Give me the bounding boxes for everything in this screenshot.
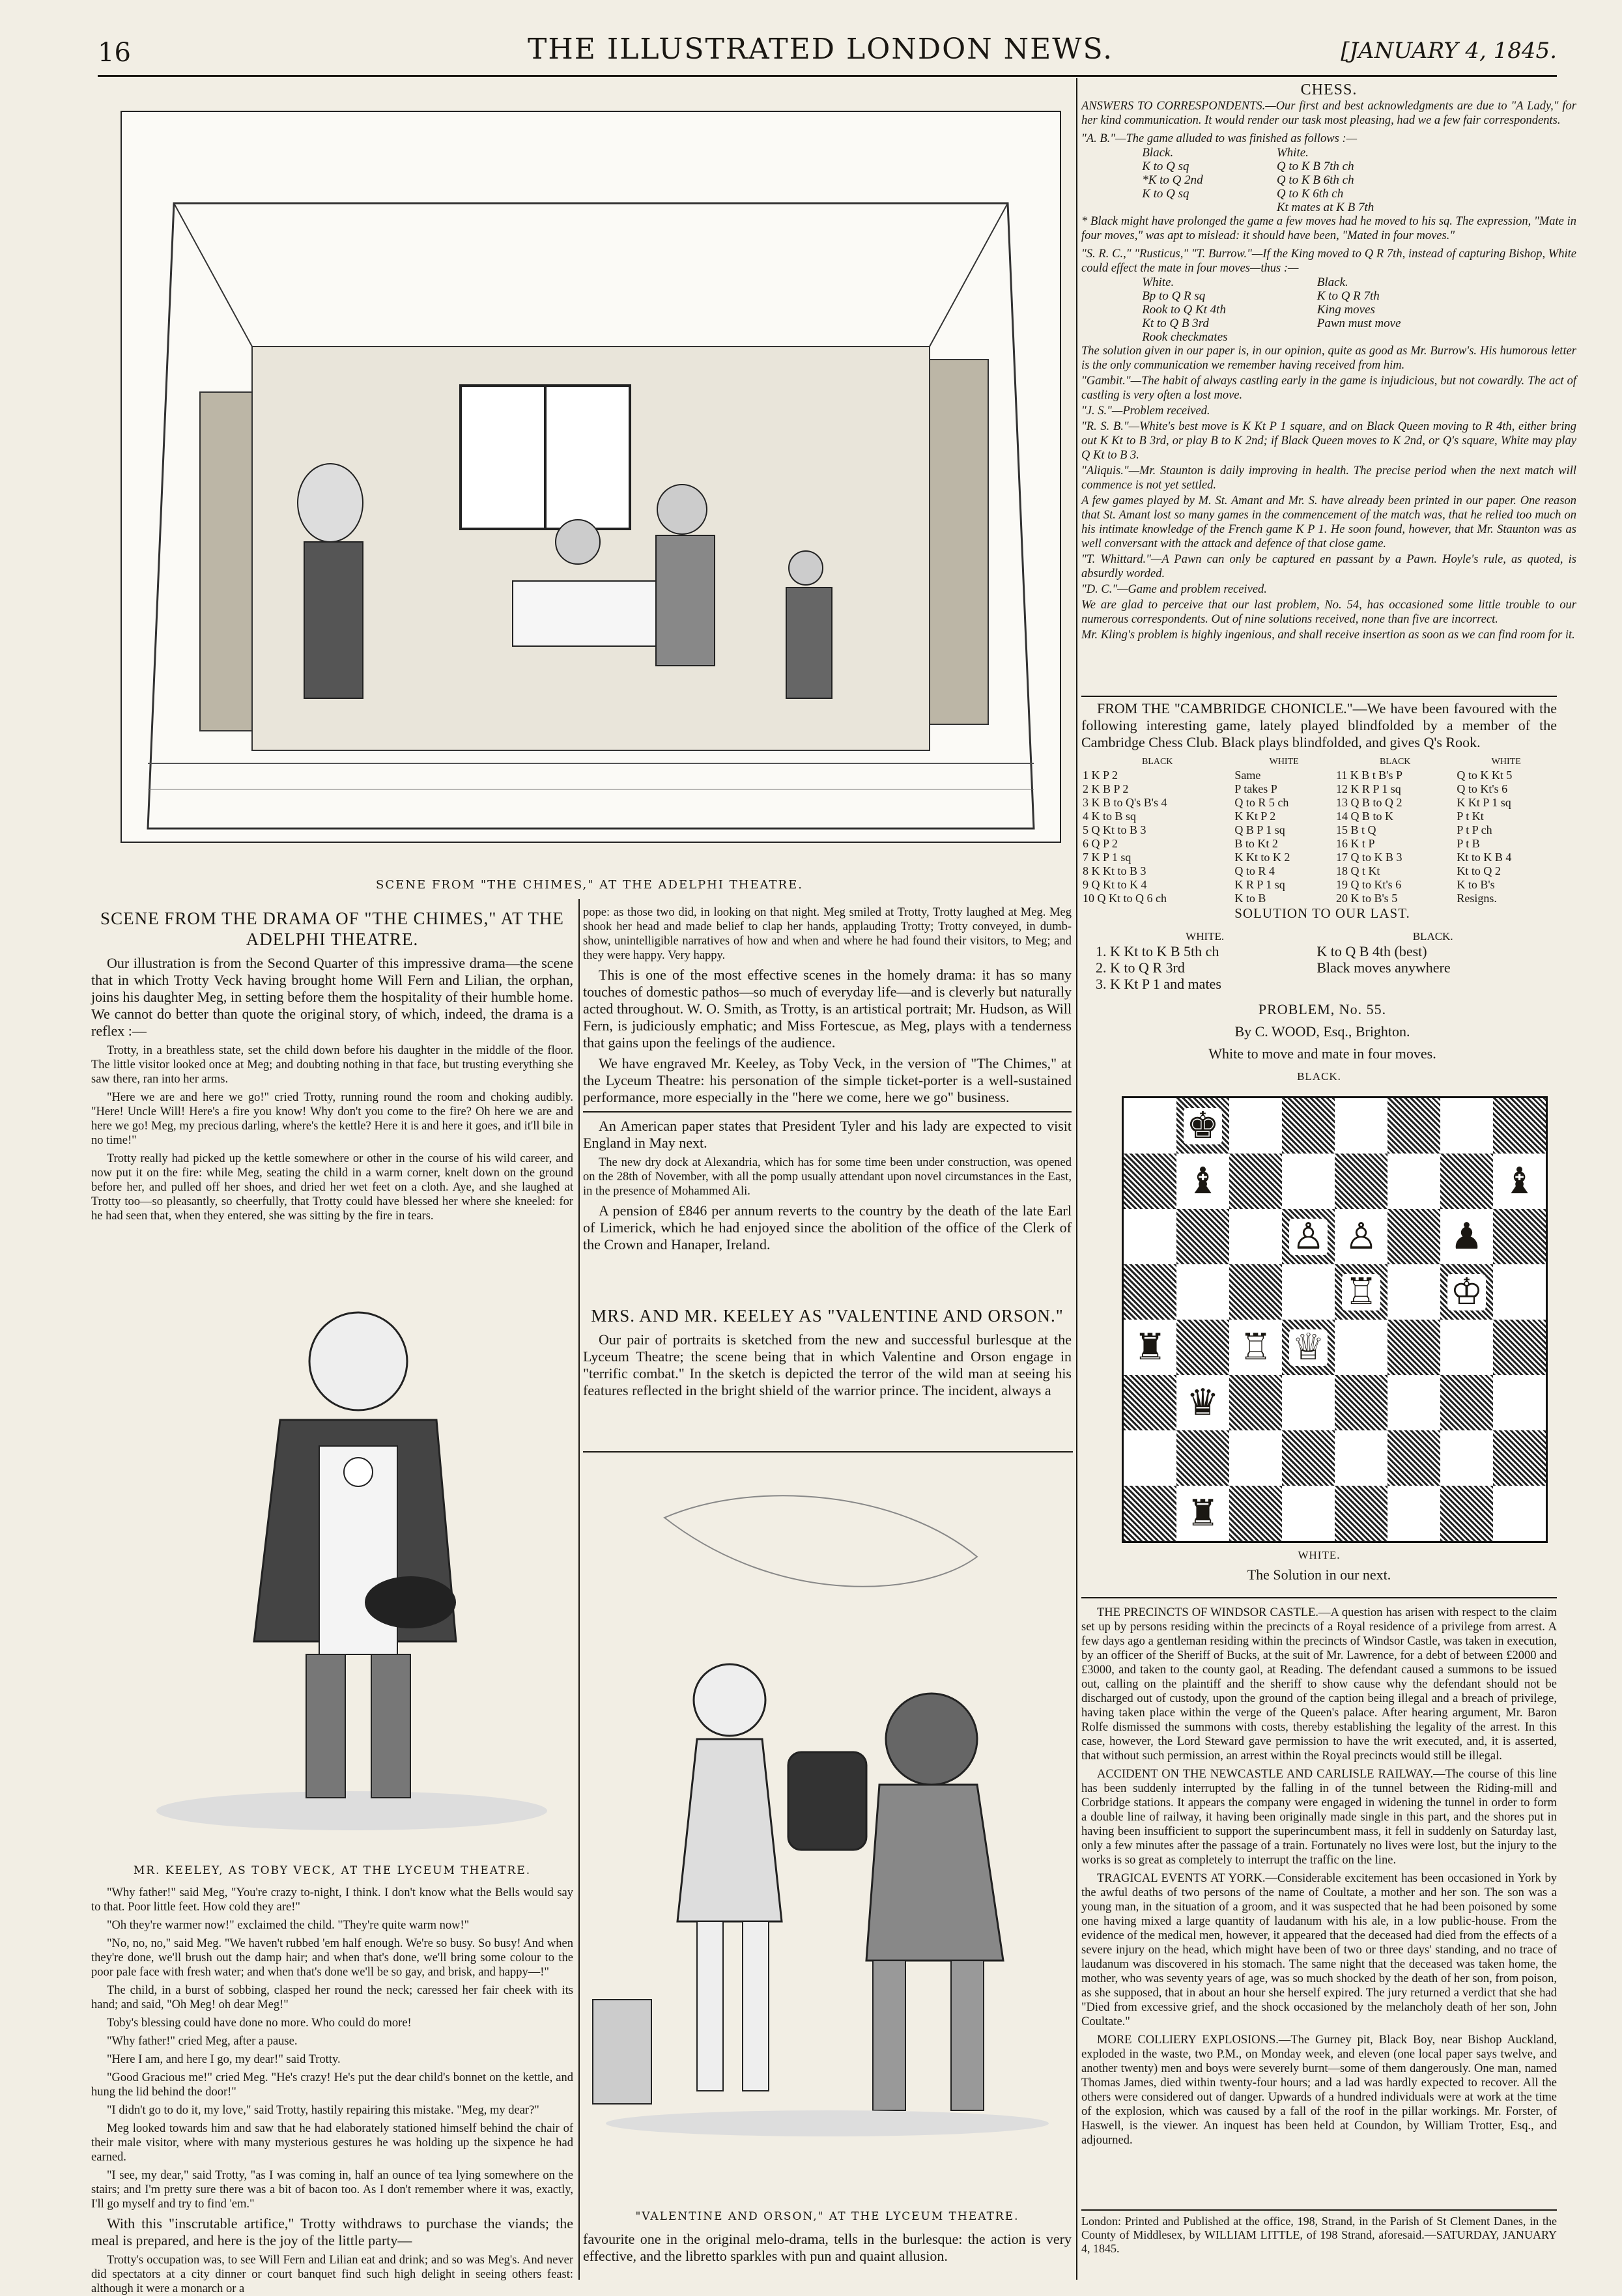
board-square <box>1335 1154 1387 1209</box>
cambridge-intro: FROM THE "CAMBRIDGE CHONICLE."—We have been favoured with the following interesting game, lately played blindfolded by a member of the Cambridge Chess Club. Black plays blindfolded, and gives Q's Rook. <box>1081 700 1557 750</box>
chess-answer: ANSWERS TO CORRESPONDENTS.—Our first and best acknowledgments are due to "A Lady," for her kind communication. It would render our task most pleasing, had we a few fair correspondents. <box>1081 100 1576 127</box>
chess-answer: "A. B."—The game alluded to was finished as follows :— <box>1081 132 1358 145</box>
board-square <box>1493 1209 1546 1264</box>
board-square <box>1124 1320 1176 1375</box>
board-square <box>1176 1486 1229 1541</box>
board-square <box>1493 1098 1546 1154</box>
chimes-paragraph: "Here we are and here we go!" cried Trotty, running round the room and choking audibly. "Here! Uncle Will! Here's a fire you know! Why don't you come to the fire? Oh here we are and here we go! Meg, my precious darling, where's the kettle? Here it is and here it goes, and it'll bile in no time!" <box>91 1091 573 1147</box>
chimes-caption: SCENE FROM "THE CHIMES," AT THE ADELPHI THEATRE. <box>376 878 803 892</box>
story-paragraph: "Oh they're warmer now!" exclaimed the child. "They're quite warm now!" <box>107 1919 470 1932</box>
chess-problem-board <box>1122 1096 1548 1543</box>
news-item: MORE COLLIERY EXPLOSIONS.—The Gurney pit, Black Boy, near Bishop Auckland, exploded in the waste, two P.M., on Monday week, and eleven (one local paper says twelve, and another twenty) men and boys were severely burnt—some of them dangerously. One man, named Thomas James, died within twenty-four hours; and a lad was hardly expected to recover. All the others were considered out of danger. Upwards of a hundred individuals were at work at the time of the explosion, which was caused by a fall of the roof in the pillar workings. Mr. Forster, of Haswell, is the viewer. An inquest has been held at Coundon, by William Trotter, Esq., and adjourned. <box>1081 2034 1557 2147</box>
chess-piece: ♔ <box>1447 1274 1485 1311</box>
board-square <box>1440 1320 1493 1375</box>
chimes-headline: SCENE FROM THE DRAMA OF "THE CHIMES," AT THE ADELPHI THEATRE. <box>100 909 564 949</box>
story-paragraph: pope: as those two did, in looking on that night. Meg smiled at Trotty, Trotty laughed at Meg. Meg shook her head and made belief to clap her hands, applauding Trotty; Trotty conveyed, in dumb-show, unintelligible narratives of how and when and where he had found their visitors, to Meg; and they were happy. Very happy. <box>583 906 1072 962</box>
solution-section <box>1094 905 1550 1075</box>
board-square <box>1229 1430 1282 1486</box>
chimes-paragraph: Our illustration is from the Second Quarter of this impressive drama—the scene that in which Trotty Veck having brought home Will Fern and Lilian, the orphan, joins his daughter Meg, in setting before them the hospitality of their humble home. We cannot do better than quote the original story, of which, indeed, the drama is a reflex :— <box>91 955 573 1039</box>
board-square <box>1282 1209 1335 1264</box>
story-paragraph: "I see, my dear," said Trotty, "as I was coming in, half an ounce of tea lying somewhere on the stairs; and I'm pretty sure there was a bit of bacon too. As I don't remember where it was, exactly, I'll go myself and try to find 'em." <box>91 2169 573 2211</box>
news-column <box>1081 1606 1557 2192</box>
story-paragraph: "Here I am, and here I go, my dear!" said Trotty. <box>107 2053 341 2066</box>
board-square <box>1493 1264 1546 1320</box>
chess-piece: ♛ <box>1184 1385 1221 1421</box>
board-square <box>1335 1486 1387 1541</box>
valentine-continued <box>583 2231 1072 2280</box>
board-bottom-label: WHITE. <box>1298 1549 1341 1561</box>
board-square <box>1387 1486 1440 1541</box>
chess-piece: ♜ <box>1131 1329 1169 1366</box>
board-square <box>1440 1375 1493 1430</box>
chess-answer: "Gambit."—The habit of always castling early in the game is injudicious, but not cowardly. The act of castling is very often a lost move. <box>1081 375 1576 402</box>
board-square <box>1335 1430 1387 1486</box>
valentine-caption: "VALENTINE AND ORSON," AT THE LYCEUM THEATRE. <box>635 2210 1019 2223</box>
chimes-continued <box>91 1886 573 2295</box>
news-item: THE PRECINCTS OF WINDSOR CASTLE.—A question has arisen with respect to the claim set up by persons residing within the precincts of a Royal residence of a privilege from arrest. A few days ago a gentleman residing within the precincts of Windsor Castle, was taken in execution, by an officer of the Sheriff of Bucks, at the suit of Mr. Lawrence, for a debt of between £2000 and £3000, and taken to the county gaol, at Reading. The defendant caused a summons to be issued out, calling on the plaintiff and the sheriff to show cause why the defendant should not be discharged out of custody, upon the ground of the caption being illegal and a breach of privilege, having taken place within the verge of the Queen's palace. After hearing argument, Mr. Baron Rolfe dismissed the summons with costs, thereby establishing the legality of the arrest. In this case, however, the Lord Steward gave permission to have the writ executed, and, it is asserted, that without such permission, an arrest within the Royal precincts would still be illegal. <box>1081 1606 1557 1763</box>
board-square <box>1493 1375 1546 1430</box>
cambridge-moves-table: BLACK WHITE BLACK WHITE 1 K P 2 Same 11 K B t B's P Q to K Kt 5 2 K B P 2 P takes P 12 K R P 1 sq Q to Kt's 6 3 K B to Q's B's 4 Q to R 5 ch 13 Q B to Q 2 K Kt P 1 sq 4 K to B sq K Kt P 2 14 Q B to K P t Kt 5 Q Kt to B 3 Q B P 1 sq 15 B t Q P t P ch 6 Q P 2 B to Kt 2 16 K t P P t B 7 K P 1 sq K Kt to K 2 17 Q to K B 3 Kt to K B 4 8 K Kt to B 3 Q to R 4 18 Q t Kt Kt to Q 2 9 Q Kt to K 4 K R P 1 sq 19 Q to Kt's 6 K to B's 10 Q Kt to Q 6 ch K to B 20 K to B's 5 Resigns. <box>1083 757 1521 905</box>
story-paragraph: "No, no, no," said Meg. "We haven't rubbed 'em half enough. We're so busy. So busy! And when they're done, we'll brush out the damp hair; and when that's done, we'll bring some colour to the poor pale face with fresh water; and when that's done we'll be so gay, and brisk, and happy—!" <box>91 1937 573 1979</box>
story-paragraph: "I didn't go to do it, my love," said Trotty, hastily repairing this mistake. "Meg, my dear?" <box>107 2104 539 2117</box>
solution-title: SOLUTION TO OUR LAST. <box>1234 905 1410 921</box>
board-square <box>1387 1264 1440 1320</box>
chess-answer: "R. S. B."—White's best move is K Kt P 1 square, and on Black Queen moving to R 4th, either bring out K Kt to B 3rd, or play B to K 2nd; if Black Queen moves to K 2nd, or Q's square, White may play Q Kt to B 3. <box>1081 420 1576 462</box>
board-square <box>1124 1264 1176 1320</box>
board-square <box>1440 1154 1493 1209</box>
board-square <box>1282 1375 1335 1430</box>
board-square <box>1176 1154 1229 1209</box>
story-paragraph: "Why father!" cried Meg, after a pause. <box>107 2035 298 2048</box>
chimes-article <box>91 905 573 1283</box>
middle-column-top <box>583 905 1072 1296</box>
board-square <box>1124 1486 1176 1541</box>
chess-answer: "J. S."—Problem received. <box>1081 404 1210 418</box>
board-square <box>1229 1098 1282 1154</box>
cambridge-game <box>1081 700 1557 905</box>
story-paragraph: "Why father!" said Meg, "You're crazy to-night, I think. I don't know what the Bells would say to that. Poor little feet. How cold they are!" <box>91 1886 573 1914</box>
page-header <box>98 33 1557 78</box>
keeley-paragraph: Our pair of portraits is sketched from the new and successful burlesque at the Lyceum Theatre; the scene being that in which Valentine and Orson engage in "terrific combat." In the sketch is depicted the terror of the wild man at seeing his features reflected in the bright shield of the warrior prince. The incident, always a <box>583 1331 1072 1398</box>
chess-answer: "Aliquis."—Mr. Staunton is daily improving in health. The precise period when the next match will commence is not yet settled. <box>1081 464 1576 492</box>
chess-piece: ♝ <box>1500 1163 1538 1200</box>
board-note: The Solution in our next. <box>1247 1566 1391 1583</box>
chess-piece: ♙ <box>1342 1219 1380 1255</box>
board-square <box>1493 1430 1546 1486</box>
board-square <box>1176 1098 1229 1154</box>
board-square <box>1335 1264 1387 1320</box>
board-square <box>1387 1430 1440 1486</box>
board-square <box>1335 1320 1387 1375</box>
ab-moves-table: Black. White. K to Q sq Q to K B 7th ch *K to Q 2nd Q to K B 6th ch K to Q sq Q to K 6th ch Kt mates at K B 7th <box>1142 146 1374 214</box>
chess-answer: A few games played by M. St. Amant and Mr. S. have already been printed in our paper. One reason that St. Amant lost so many games in the commencement of the match was, that he relied too much on his intimate knowledge of the French game K P 1. He soon found, however, that Mr. Staunton was as well conversant with the attack and defence of that close game. <box>1081 494 1576 550</box>
story-paragraph: "Good Gracious me!" cried Meg. "He's crazy! He's put the dear child's bonnet on the kettle, and hung the lid behind the door!" <box>91 2071 573 2099</box>
board-square <box>1387 1098 1440 1154</box>
keeley-toby-veck-engraving <box>143 1277 560 1837</box>
chess-piece: ♖ <box>1342 1274 1380 1311</box>
board-square <box>1335 1375 1387 1430</box>
chess-answer: * Black might have prolonged the game a few moves had he moved to his sq. The expression, "Mate in four moves," was apt to mislead: it should have been, "Mated in four moves." <box>1081 215 1576 242</box>
news-item: An American paper states that President Tyler and his lady are expected to visit England in May next. <box>583 1118 1072 1151</box>
board-square <box>1282 1098 1335 1154</box>
board-square <box>1229 1320 1282 1375</box>
story-paragraph: Toby's blessing could have done no more. Who could do more! <box>107 2017 412 2030</box>
board-square <box>1493 1486 1546 1541</box>
keeley-article <box>583 1303 1072 1449</box>
board-square <box>1387 1209 1440 1264</box>
board-square <box>1229 1209 1282 1264</box>
chess-piece: ♝ <box>1184 1163 1221 1200</box>
board-square <box>1176 1209 1229 1264</box>
board-square <box>1282 1264 1335 1320</box>
board-square <box>1335 1098 1387 1154</box>
column-divider-right <box>1076 78 1077 2280</box>
board-square <box>1335 1209 1387 1264</box>
chimes-paragraph: Trotty, in a breathless state, set the child down before his daughter in the middle of the floor. The little visitor looked once at Meg; and doubting nothing in that face, but trusting everything she saw there, ran into her arms. <box>91 1044 573 1086</box>
board-square <box>1440 1430 1493 1486</box>
chess-piece: ♜ <box>1184 1495 1221 1532</box>
chess-piece: ♚ <box>1184 1108 1221 1144</box>
chess-answers <box>1081 81 1576 697</box>
board-square <box>1440 1209 1493 1264</box>
board-square <box>1176 1320 1229 1375</box>
chess-answer: The solution given in our paper is, in our opinion, quite as good as Mr. Burrow's. His humorous letter is the only communication we remember having received from him. <box>1081 345 1576 372</box>
chess-answer: "T. Whittard."—A Pawn can only be captured en passant by a Pawn. Hoyle's rule, as quoted, is absurdly worded. <box>1081 553 1576 580</box>
news-item: ACCIDENT ON THE NEWCASTLE AND CARLISLE RAILWAY.—The course of this line has been suddenly interrupted by the falling in of the tunnel between the Riding-mill and Corbridge stations. It appears the company were engaged in widening the tunnel in order to form a double line of railway, it having been originally made single in this part, and the shores put in having been insufficient to support the superincumbent mass, it fell in suddenly on Saturday last, only a few minutes after the passage of a train. Fortunately no lives were lost, but the injury to the works is so great as completely to interrupt the traffic on the line. <box>1081 1768 1557 1867</box>
chess-rule <box>1081 696 1557 697</box>
board-square <box>1440 1098 1493 1154</box>
chess-piece: ♖ <box>1236 1329 1274 1366</box>
imprint: London: Printed and Published at the office, 198, Strand, in the Parish of St Clement Danes, in the County of Middlesex, by WILLIAM LITTLE, of 198 Strand, aforesaid.—SATURDAY, JANUARY 4, 1845. <box>1081 2215 1557 2255</box>
problem-task: White to move and mate in four moves. <box>1208 1045 1436 1062</box>
story-paragraph: With this "inscrutable artifice," Trotty withdraws to purchase the viands; the meal is prepared, and here is the joy of the little party— <box>91 2215 573 2248</box>
news-item: The new dry dock at Alexandria, which has for some time been under construction, was opened on the 28th of November, with all the pomp usually attendant upon novel circumstances in the East, in the presence of Mohammed Ali. <box>583 1156 1072 1198</box>
board-square <box>1176 1264 1229 1320</box>
chess-end-rule <box>1081 1597 1557 1598</box>
board-square <box>1124 1430 1176 1486</box>
board-top-label: BLACK. <box>1297 1070 1341 1083</box>
page-number: 16 <box>98 38 131 68</box>
header-rule <box>98 75 1557 77</box>
chess-piece: ♟ <box>1447 1219 1485 1255</box>
keeley-headline: MRS. AND MR. KEELEY AS "VALENTINE AND ORSON." <box>591 1306 1064 1325</box>
review-paragraph: This is one of the most effective scenes in the homely drama: it has so many touches of domestic pathos—so much of everyday life—and is cleverly but naturally acted throughout. W. O. Smith, as Trotty, is an artistical portrait; Mr. Hudson, as Will Fern, is judiciously emphatic; and Miss Fortescue, as Meg, plays with a tenderness that gains upon the feelings of the audience. <box>583 967 1072 1051</box>
issue-date: [JANUARY 4, 1845. <box>1341 38 1557 64</box>
news-item: A pension of £846 per annum reverts to the country by the death of the late Earl of Limerick, which he had enjoyed since the abolition of the office of the Clerk of the Crown and Hanaper, Ireland. <box>583 1202 1072 1253</box>
imprint-rule <box>1081 2209 1557 2211</box>
board-square <box>1282 1430 1335 1486</box>
board-square <box>1176 1375 1229 1430</box>
chess-answer: We are glad to perceive that our last problem, No. 54, has occasioned some little trouble to our numerous correspondents. Out of nine solutions received, none than five are incorrect. <box>1081 599 1576 626</box>
board-square <box>1229 1264 1282 1320</box>
chess-answer: Mr. Kling's problem is highly ingenious, and shall receive insertion as soon as we can find room for it. <box>1081 629 1575 642</box>
chess-piece: ♙ <box>1289 1219 1327 1255</box>
chimes-engraving <box>121 111 1061 843</box>
masthead: THE ILLUSTRATED LONDON NEWS. <box>528 33 1114 66</box>
news-item: TRAGICAL EVENTS AT YORK.—Considerable excitement has been occasioned in York by the awful deaths of two persons of the name of Coultate, a mother and her son. The son was a young man, in the situation of a groom, and it was suspected that he had been poisoned by some one having mixed a large quantity of laudanum with his ale, in a low public-house. From the evidence of the medical men, however, it appeared that the deceased had died from the effects of a severe injury on the head, which might have been of two or three days' standing, and no trace of laudanum was discovered in his stomach. The same night that the deceased was taken home, the mother, who was seventy years of age, was so much shocked by the death of her son, from poison, as she supposed, that in about an hour she herself expired. The jury returned a verdict that she had "Died from excessive grief, and the shock occasioned by the melancholy death of her son, John Coultate." <box>1081 1872 1557 2028</box>
problem-title: PROBLEM, No. 55. <box>1258 1001 1387 1017</box>
solution-table: WHITE. BLACK. 1. K Kt to K B 5th ch K to Q B 4th (best) 2. K to Q R 3rd Black moves anywhere 3. K Kt P 1 and mates <box>1096 930 1453 992</box>
board-square <box>1387 1375 1440 1430</box>
board-square <box>1124 1154 1176 1209</box>
keeley-caption: MR. KEELEY, AS TOBY VECK, AT THE LYCEUM THEATRE. <box>133 1864 532 1877</box>
board-square <box>1229 1375 1282 1430</box>
board-square <box>1229 1486 1282 1541</box>
board-square <box>1124 1098 1176 1154</box>
board-square <box>1176 1430 1229 1486</box>
chess-answer: "S. R. C.," "Rusticus," "T. Burrow."—If the King moved to Q R 7th, instead of capturing Bishop, White could effect the mate in four moves—thus :— <box>1081 248 1576 275</box>
board-square <box>1440 1264 1493 1320</box>
review-paragraph: We have engraved Mr. Keeley, as Toby Veck, in the version of "The Chimes," at the Lyceum Theatre: his personation of the simple ticket-porter is a well-sustained performance, more especially in the "here we come, here we go" business. <box>583 1055 1072 1105</box>
src-moves-table: White. Black. Bp to Q R sq K to Q R 7th Rook to Q Kt 4th King moves Kt to Q B 3rd Pawn must move Rook checkmates <box>1142 276 1401 344</box>
board-square <box>1387 1154 1440 1209</box>
keeley-paragraph: favourite one in the original melo-drama, tells in the burlesque: the action is very effective, and the libretto sparkles with pun and quaint allusion. <box>583 2231 1072 2264</box>
chess-answer: "D. C."—Game and problem received. <box>1081 583 1267 596</box>
chess-piece: ♕ <box>1289 1329 1327 1366</box>
valentine-orson-engraving <box>586 1466 1068 2208</box>
chess-title: CHESS. <box>1300 81 1358 98</box>
board-square <box>1387 1320 1440 1375</box>
board-square <box>1440 1486 1493 1541</box>
board-square <box>1493 1154 1546 1209</box>
board-square <box>1282 1320 1335 1375</box>
story-paragraph: Trotty's occupation was, to see Will Fern and Lilian eat and drink; and so was Meg's. And never did spectators at a city dinner or court banquet find such high delight in seeing others feast: although it were a monarch or a <box>91 2254 573 2295</box>
board-square <box>1124 1375 1176 1430</box>
board-square <box>1282 1486 1335 1541</box>
section-rule <box>583 1451 1073 1453</box>
story-paragraph: The child, in a burst of sobbing, clasped her round the neck; caressed her fair cheek with its hand; and said, "Oh Meg! oh dear Meg!" <box>91 1984 573 2011</box>
board-square <box>1229 1154 1282 1209</box>
story-paragraph: Meg looked towards him and saw that he had elaborately stationed himself behind the chair of their male visitor, where with many mysterious gestures he was holding up the sixpence he had earned. <box>91 2122 573 2164</box>
problem-author: By C. WOOD, Esq., Brighton. <box>1234 1023 1410 1040</box>
board-square <box>1124 1209 1176 1264</box>
chimes-paragraph: Trotty really had picked up the kettle somewhere or other in the course of his wild career, and now put it on the fire: while Meg, seating the child in a warm corner, knelt down on the ground before her, and pulled off her shoes, and dried her wet feet on a cloth. Aye, and she laughed at Trotty too—so pleasantly, so cheerfully, that Trotty could have blessed her where she kneeled: for he had seen that, when they entered, she was sitting by the fire in tears. <box>91 1152 573 1223</box>
column-divider-middle <box>578 899 580 2280</box>
board-square <box>1493 1320 1546 1375</box>
board-square <box>1282 1154 1335 1209</box>
